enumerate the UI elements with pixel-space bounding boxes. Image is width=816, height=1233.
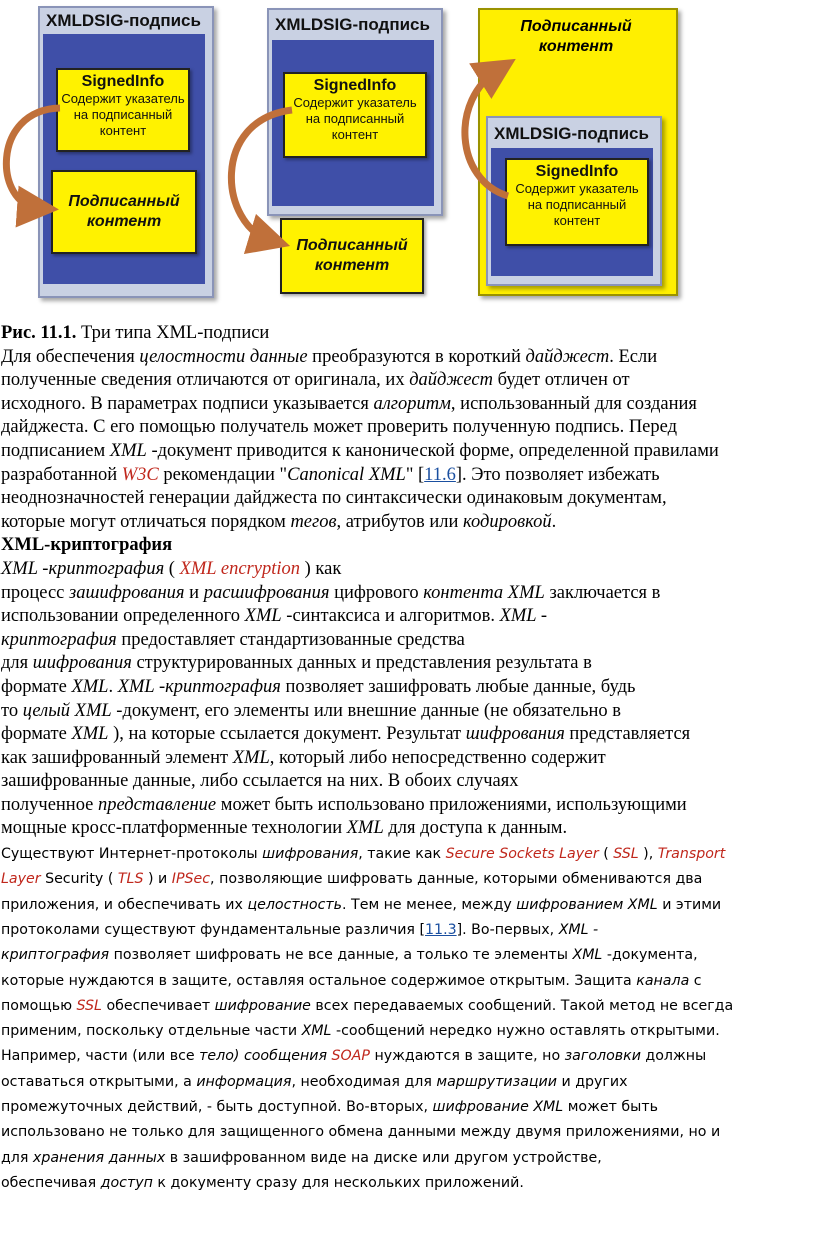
text-run: , использованный для создания xyxy=(450,393,697,414)
paragraph-line xyxy=(1,893,816,918)
signedinfo-title: SignedInfo xyxy=(313,77,397,94)
text-run: использовании определенного xyxy=(1,606,245,627)
term-link[interactable]: Layer xyxy=(1,871,41,888)
text-run: , атрибутов или xyxy=(336,511,464,532)
term: дайджест xyxy=(525,346,610,367)
paragraph-line xyxy=(1,794,816,818)
paragraph-line xyxy=(1,817,816,841)
text-run: заключается в xyxy=(544,582,661,603)
signedinfo-desc-line: контент xyxy=(331,127,379,142)
text-run: преобразуются в короткий xyxy=(307,346,526,367)
term: XML - xyxy=(499,606,548,627)
paragraph-line xyxy=(1,440,816,464)
paragraph-line xyxy=(1,1070,816,1095)
panel-title: XMLDSIG-подпись xyxy=(494,124,649,143)
paragraph-line xyxy=(1,1095,816,1120)
text-run: позволяет зашифровать любые данные, будь xyxy=(280,676,636,697)
text-run: . xyxy=(551,511,557,532)
signedinfo-desc-line: Содержит указатель xyxy=(61,91,185,106)
text-run: в зашифрованном виде на диске или другом устройстве, xyxy=(165,1149,602,1166)
text-run: и xyxy=(184,582,204,603)
paragraph-line xyxy=(1,867,816,892)
article-body xyxy=(0,322,816,1196)
signedinfo-desc-line: Содержит указатель xyxy=(293,95,417,110)
text-run: представляется xyxy=(564,724,691,745)
term: доступ xyxy=(100,1174,153,1191)
text-run: приложения, и обеспечивать их xyxy=(1,896,248,913)
text-run: которые нуждаются в защите, оставляя остальное содержимое открытым. Защита xyxy=(1,972,637,989)
paragraph-line xyxy=(1,652,816,676)
term: дайджест xyxy=(409,370,493,391)
text-run: то xyxy=(1,700,23,721)
paragraph-line xyxy=(1,346,816,370)
term: целый XML xyxy=(22,700,112,721)
arrow-curve xyxy=(465,70,508,196)
paragraph-line xyxy=(1,700,816,724)
text-run: как зашифрованный элемент xyxy=(1,747,233,768)
text-run: Существуют Интернет-протоколы xyxy=(1,846,263,863)
signedinfo-desc-line: на подписанный xyxy=(527,197,627,212)
term: контента XML xyxy=(423,582,545,603)
term: шифрования xyxy=(32,653,132,674)
term: зашифрования xyxy=(69,582,185,603)
text-run: ( xyxy=(598,846,614,863)
paragraph-line xyxy=(1,943,816,968)
caption-text: Три типа XML-подписи xyxy=(76,323,270,343)
paragraph-line xyxy=(1,511,816,535)
paragraph-line xyxy=(1,842,816,867)
term: целостность xyxy=(247,896,343,913)
text-run: . Если xyxy=(609,346,658,367)
term-link[interactable]: TLS xyxy=(117,871,144,888)
text-run: формате xyxy=(1,724,72,745)
term: криптография xyxy=(1,629,117,650)
term: целостности данные xyxy=(139,346,308,367)
text-run: Security ( xyxy=(40,871,118,888)
text-run: , такие как xyxy=(358,846,446,863)
reference-link[interactable]: 11.3 xyxy=(425,921,457,938)
term: XML xyxy=(346,818,384,839)
text-run: Например, части (или все xyxy=(1,1048,200,1065)
text-run: -документа, xyxy=(602,947,698,964)
paragraph-line: использовано не только для защищенного обмена данными между двумя приложениями, но и xyxy=(1,1124,721,1141)
signed-content-line: контент xyxy=(314,257,390,274)
paragraph-line xyxy=(1,1146,816,1171)
term: XML xyxy=(301,1023,332,1040)
signedinfo-title: SignedInfo xyxy=(535,163,619,180)
paragraph-line xyxy=(1,605,816,629)
signedinfo-desc-line: на подписанный xyxy=(305,111,405,126)
text-run: ( xyxy=(164,558,180,579)
term: XML -криптография xyxy=(1,558,165,579)
term: XML -криптография xyxy=(117,676,281,697)
text-run: ), на которые ссылается документ. Результат xyxy=(108,724,466,745)
text-run: -синтаксиса и алгоритмов. xyxy=(281,606,500,627)
text-run: -документ приводится к канонической форме, определенной правилами xyxy=(146,440,719,461)
text-run: . xyxy=(108,676,118,697)
text-run: может быть xyxy=(563,1099,658,1116)
text-run: промежуточных действий, - быть доступной. Во-вторых, xyxy=(1,1099,433,1116)
term-link[interactable]: SOAP xyxy=(331,1048,370,1065)
term: XML xyxy=(572,947,603,964)
term: канала xyxy=(636,972,690,989)
term: заголовки xyxy=(564,1048,641,1065)
text-run: ) и xyxy=(143,871,172,888)
paragraph-line xyxy=(1,747,816,771)
paragraph-line xyxy=(1,393,816,417)
signedinfo-desc-line: на подписанный xyxy=(73,107,173,122)
text-run: должны xyxy=(640,1048,707,1065)
paragraph-line xyxy=(1,918,816,943)
paragraph-line xyxy=(1,1044,816,1069)
serif-section xyxy=(0,322,816,841)
signedinfo-title: SignedInfo xyxy=(81,73,165,90)
paragraph-line: неоднозначностей генерации дайджеста по синтаксически одинаковым документам, xyxy=(1,488,667,509)
text-run: протоколами существуют фундаментальные различия [ xyxy=(1,921,426,938)
arrow-curve xyxy=(231,110,292,240)
term: шифрование XML xyxy=(432,1099,564,1116)
text-run: будет отличен от xyxy=(492,370,630,391)
text-run: -документ, его элементы или внешние данные (не обязательно в xyxy=(111,700,622,721)
text-run: процесс xyxy=(1,582,70,603)
term: тело) сообщения xyxy=(199,1048,327,1065)
paragraph-line xyxy=(1,1019,816,1044)
text-run: применим, поскольку отдельные части xyxy=(1,1023,302,1040)
paragraph-line xyxy=(1,994,816,1019)
term-link[interactable]: W3C xyxy=(121,464,159,485)
signed-content-line: Подписанный xyxy=(520,18,632,35)
term: расшифрования xyxy=(203,582,330,603)
term: шифрованием XML xyxy=(516,896,658,913)
text-run: рекомендации " xyxy=(158,464,288,485)
sans-section xyxy=(0,842,816,1196)
term-link[interactable]: SSL xyxy=(613,846,639,863)
reference-arrows xyxy=(0,0,816,310)
text-run: с xyxy=(689,972,702,989)
text-run: , который либо непосредственно содержит xyxy=(269,747,606,768)
signedinfo-desc-line: Содержит указатель xyxy=(515,181,639,196)
text-run: для xyxy=(1,653,33,674)
text-run: предоставляет стандартизованные средства xyxy=(116,629,465,650)
section-heading: XML-криптография xyxy=(1,535,173,556)
text-run: ), xyxy=(638,846,658,863)
text-run: , необходимая для xyxy=(291,1073,437,1090)
term: информация xyxy=(196,1073,292,1090)
text-run: полученные сведения отличаются от оригинала, их xyxy=(1,370,410,391)
caption-label: Рис. 11.1. xyxy=(1,323,77,343)
text-run: . Тем не менее, между xyxy=(342,896,517,913)
text-run: Для обеспечения xyxy=(1,346,140,367)
signed-content-line: Подписанный xyxy=(68,193,180,210)
term: криптография xyxy=(1,947,110,964)
term-link[interactable]: IPSec xyxy=(171,871,211,888)
paragraph-line: зашифрованные данные, либо ссылается на них. В обоих случаях xyxy=(1,771,519,792)
text-run: цифрового xyxy=(329,582,424,603)
reference-link[interactable]: 11.6 xyxy=(424,464,456,485)
signedinfo-desc-line: контент xyxy=(553,213,601,228)
text-run: ]. Это позволяет избежать xyxy=(455,464,660,485)
text-run: структурированных данных и представления результата в xyxy=(131,653,592,674)
paragraph-line xyxy=(1,582,816,606)
signed-content-line: контент xyxy=(86,213,162,230)
text-run: помощью xyxy=(1,997,77,1014)
text-run: может быть использовано приложениями, использующими xyxy=(216,794,687,815)
text-run: полученное xyxy=(1,794,99,815)
term: XML xyxy=(109,440,147,461)
term: шифрования xyxy=(465,724,565,745)
text-run: мощные кросс-платформенные технологии xyxy=(1,818,347,839)
text-run: " [ xyxy=(405,464,425,485)
text-run: для xyxy=(1,1149,33,1166)
text-run: всех передаваемых сообщений. Такой метод не всегда xyxy=(310,997,734,1014)
term-link[interactable]: SSL xyxy=(76,997,102,1014)
figure-xml-signature-types xyxy=(0,0,816,310)
paragraph-line xyxy=(1,558,816,582)
term: шифрование xyxy=(214,997,311,1014)
signed-content-line: Подписанный xyxy=(296,237,408,254)
paragraph-line xyxy=(1,464,816,488)
text-run: которые могут отличаться порядком xyxy=(1,511,291,532)
term-link[interactable]: XML encryption xyxy=(179,558,300,579)
text-run: , позволяющие шифровать данные, которыми обмениваются два xyxy=(210,871,703,888)
signedinfo-desc-line: контент xyxy=(99,123,147,138)
term: хранения данных xyxy=(32,1149,166,1166)
text-run: разработанной xyxy=(1,464,122,485)
paragraph-line: дайджеста. С его помощью получатель может проверить полученную подпись. Перед xyxy=(1,417,678,438)
paragraph-line xyxy=(1,1171,816,1196)
paragraph-line xyxy=(1,676,816,700)
term: XML xyxy=(244,606,282,627)
text-run: исходного. В параметрах подписи указывается xyxy=(1,393,374,414)
paragraph-line xyxy=(1,969,816,994)
term-link[interactable]: Transport xyxy=(657,846,726,863)
term: тегов xyxy=(290,511,337,532)
term: алгоритм xyxy=(373,393,451,414)
term: кодировкой xyxy=(463,511,552,532)
text-run: для доступа к данным. xyxy=(383,818,568,839)
text-run: подписанием xyxy=(1,440,110,461)
panel-title: XMLDSIG-подпись xyxy=(275,15,430,34)
text-run: обеспечивая xyxy=(1,1174,101,1191)
text-run: ) как xyxy=(300,558,342,579)
arrow-curve xyxy=(6,108,60,208)
figure-caption xyxy=(1,322,816,346)
text-run: формате xyxy=(1,676,72,697)
text-run: позволяет шифровать не все данные, а только те элементы xyxy=(109,947,573,964)
text-run: к документу сразу для нескольких приложений. xyxy=(152,1174,524,1191)
paragraph-line xyxy=(1,629,816,653)
term-link[interactable]: Secure Sockets Layer xyxy=(445,846,599,863)
term: Canonical XML xyxy=(287,464,406,485)
text-run: ]. Во-первых, xyxy=(456,921,559,938)
text-run: нуждаются в защите, но xyxy=(369,1048,565,1065)
term: шифрования xyxy=(262,846,359,863)
text-run: и других xyxy=(556,1073,628,1090)
signed-content-line: контент xyxy=(538,38,614,55)
panel-title: XMLDSIG-подпись xyxy=(46,11,201,30)
paragraph-line xyxy=(1,369,816,393)
paragraph-line xyxy=(1,723,816,747)
text-run: -сообщений нередко нужно оставлять открытыми. xyxy=(331,1023,720,1040)
term: XML - xyxy=(558,921,599,938)
text-run: и этими xyxy=(657,896,722,913)
term: маршрутизации xyxy=(436,1073,557,1090)
term: XML xyxy=(71,676,109,697)
text-run: обеспечивает xyxy=(101,997,215,1014)
term: XML xyxy=(232,747,270,768)
term: XML xyxy=(71,724,109,745)
text-run: оставаться открытыми, а xyxy=(1,1073,197,1090)
term: представление xyxy=(98,794,217,815)
